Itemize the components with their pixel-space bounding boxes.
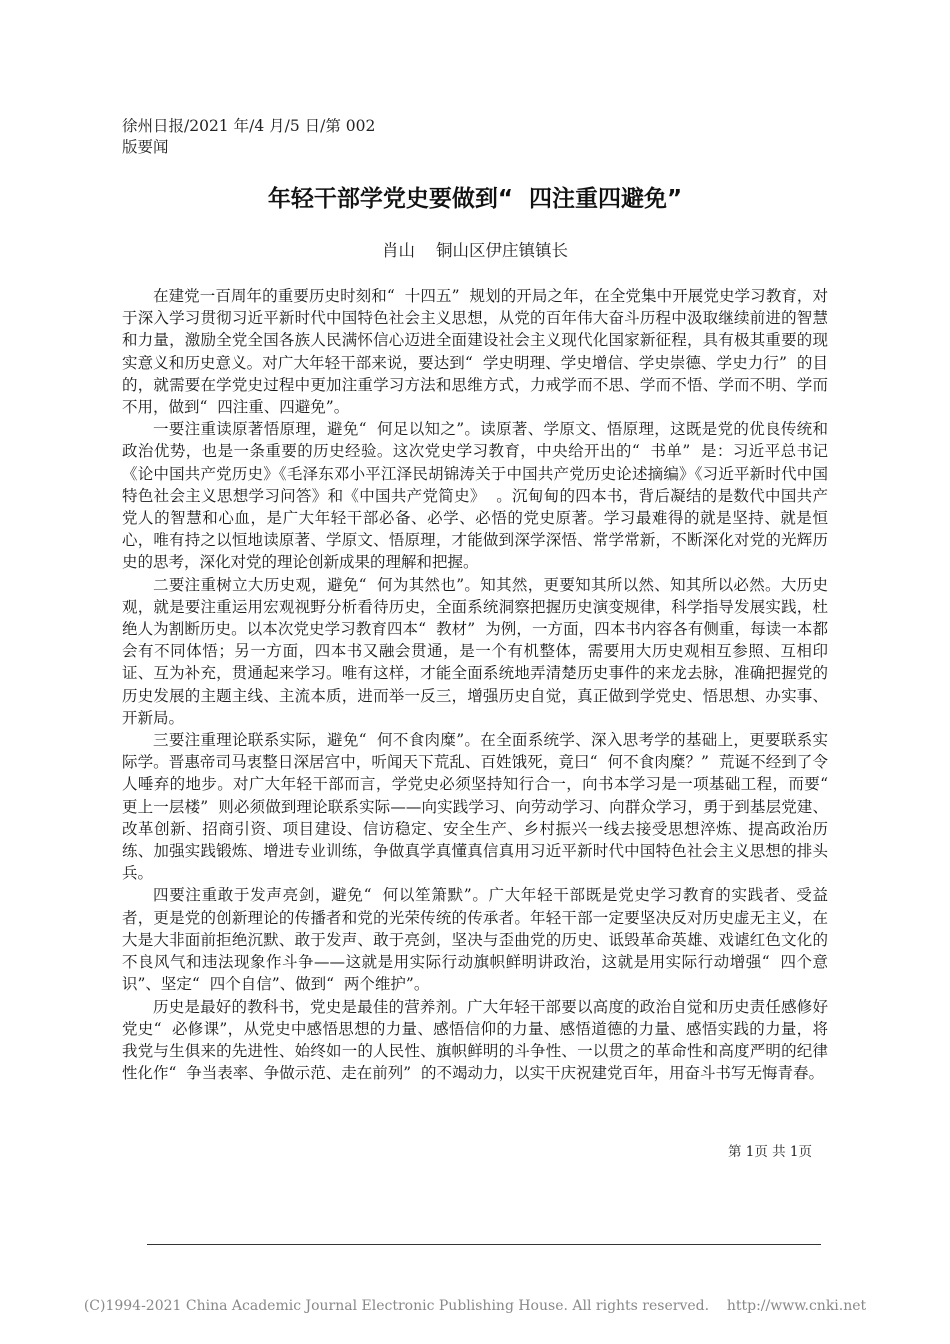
section-line: 版要闻 [122,138,169,156]
source-info [122,116,375,158]
paragraph-point-2: 二要注重树立大历史观，避免“ 何为其然也”。知其然，更要知其所以然、知其所以必然。大历史观，就是要注重运用宏观视野分析看待历史，全面系统洞察把握历史演变规律，科学指导发展实践，杜绝人为割断历史。以本次党史学习教育四本“ 教材” 为例，一方面，四本书内容各有侧重，每读一本都会有不同体悟；另一方面，四本书又融会贯通，是一个有机整体，需要用大历史观相互参照、互相印证、互为补充，贯通起来学习。唯有这样，才能全面系统地弄清楚历史事件的来龙去脉，准确把握党的历史发展的主题主线、主流本质，进而举一反三，增强历史自觉，真正做到学党史、悟思想、办实事、开新局。 [122,575,828,727]
paragraph-point-4: 四要注重敢于发声亮剑，避免“ 何以笙箫默”。广大年轻干部既是党史学习教育的实践者、受益者，更是党的创新理论的传播者和党的光荣传统的传承者。年轻干部一定要坚决反对历史虚无主义，在大是大非面前拒绝沉默、敢于发声、敢于亮剑，坚决与歪曲党的历史、诋毁革命英雄、戏谑红色文化的不良风气和违法现象作斗争——这就是用实际行动旗帜鲜明讲政治，这就是用实际行动增强“ 四个意识”、坚定“ 四个自信”、做到“ 两个维护”。 [122,886,828,994]
article-body [122,285,838,1084]
article-title: 年轻干部学党史要做到“ 四注重四避免” [267,186,683,212]
footer-divider [147,1244,821,1245]
copyright-notice: (C)1994-2021 China Academic Journal Electronic Publishing House. All rights reserved. http://www.cnki.net [83,1298,867,1314]
source-line: 徐州日报/2021 年/4 月/5 日/第 002 [122,117,376,135]
paragraph-conclusion: 历史是最好的教科书，党史是最佳的营养剂。广大年轻干部要以高度的政治自觉和历史责任感修好党史“ 必修课”，从党史中感悟思想的力量、感悟信仰的力量、感悟道德的力量、感悟实践的力量，将我党与生俱来的先进性、始终如一的人民性、旗帜鲜明的斗争性、一以贯之的革命性和高度严明的纪律性化作“ 争当表率、争做示范、走在前列” 的不竭动力，以实干庆祝建党百年，用奋斗书写无悔青春。 [122,997,828,1083]
paragraph-intro: 在建党一百周年的重要历史时刻和“ 十四五” 规划的开局之年，在全党集中开展党史学习教育，对于深入学习贯彻习近平新时代中国特色社会主义思想，从党的百年伟大奋斗历程中汲取继续前进的智慧和力量，激励全党全国各族人民满怀信心迈进全面建设社会主义现代化国家新征程，具有极其重要的现实意义和历史意义。对广大年轻干部来说，要达到“ 学史明理、学史增信、学史崇德、学史力行” 的目的，就需要在学党史过程中更加注重学习方法和思维方式，力戒学而不思、学而不悟、学而不明、学而不用，做到“ 四注重、四避免”。 [122,287,828,417]
article-byline: 肖山 铜山区伊庄镇镇长 [382,241,568,260]
page-number: 第 1页 共 1页 [727,1144,812,1160]
paragraph-point-3: 三要注重理论联系实际，避免“ 何不食肉糜”。在全面系统学、深入思考学的基础上，更要联系实际学。晋惠帝司马衷整日深居宫中，听闻天下荒乱、百姓饿死，竟曰“ 何不食肉糜？” 荒诞不经到了令人唾弃的地步。对广大年轻干部而言，学党史必须坚持知行合一，向书本学习是一项基础工程，而要“ 更上一层楼” 则必须做到理论联系实际——向实践学习、向劳动学习、向群众学习，勇于到基层党建、改革创新、招商引资、项目建设、信访稳定、安全生产、乡村振兴一线去接受思想淬炼、提高政治历练、加强实践锻炼、增进专业训练，争做真学真懂真信真用习近平新时代中国特色社会主义思想的排头兵。 [122,731,838,883]
paragraph-point-1: 一要注重读原著悟原理，避免“ 何足以知之”。读原著、学原文、悟原理，这既是党的优良传统和政治优势，也是一条重要的历史经验。这次党史学习教育，中央给开出的“ 书单” 是：习近平总书记 《论中国共产党历史》《毛泽东邓小平江泽民胡锦涛关于中国共产党历史论述摘编》《习近平新时代中国特色社会主义思想学习问答》和《中国共产党简史》 。沉甸甸的四本书，背后凝结的是数代中国共产党人的智慧和心血，是广大年轻干部必备、必学、必悟的党史原著。学习最难得的就是坚持、就是恒心，唯有持之以恒地读原著、学原文、悟原理，才能做到深学深悟、常学常新，不断深化对党的光辉历史的思考，深化对党的理论创新成果的理解和把握。 [122,420,838,572]
